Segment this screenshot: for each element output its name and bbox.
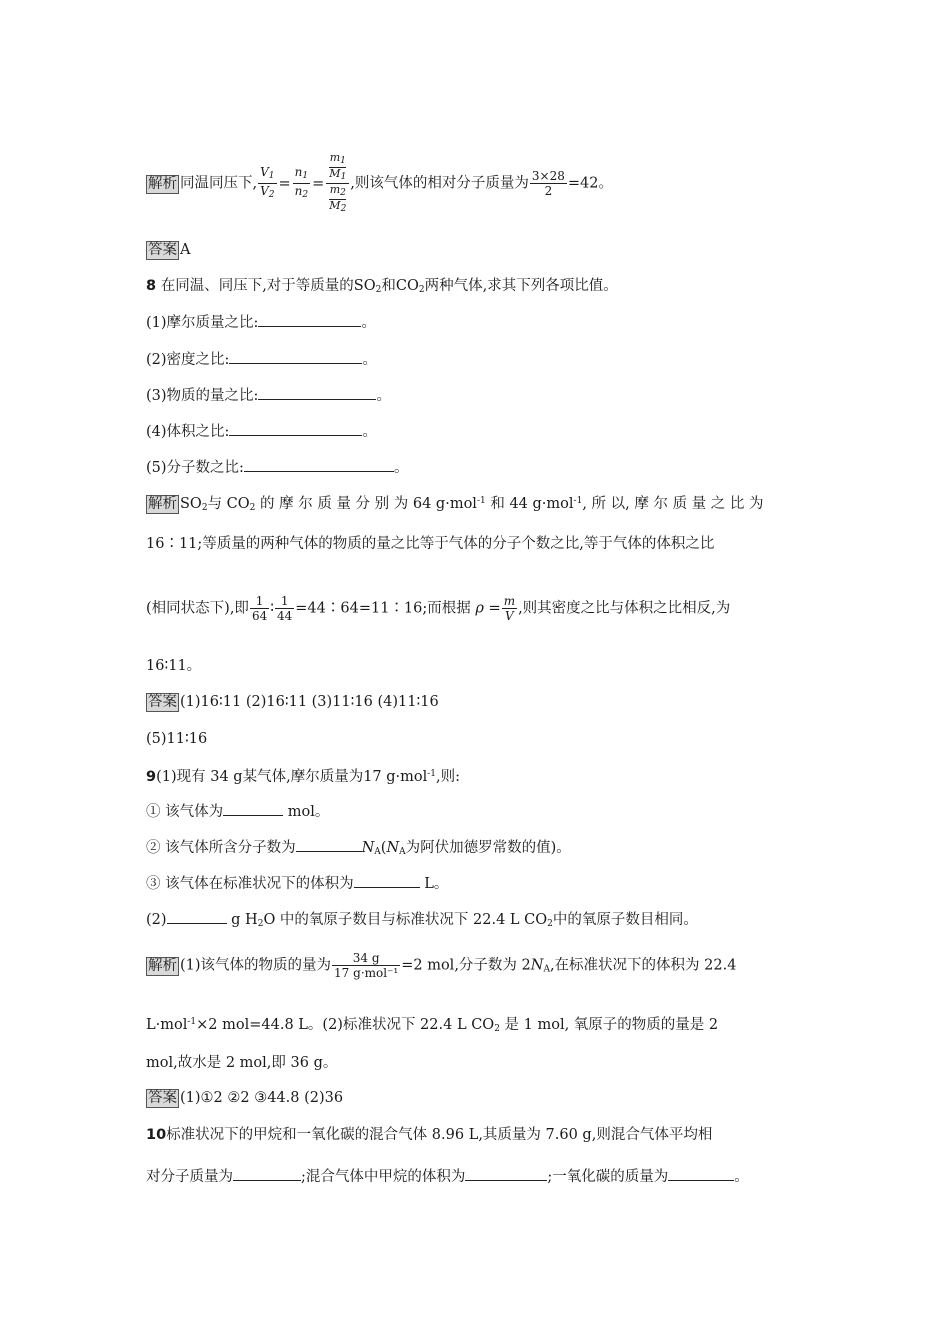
m-over-m-fraction: $\frac{\frac{m_1}{M_1}}{\frac{m_2}{M_2}}$ bbox=[326, 152, 349, 215]
q8-analysis-line4: 16∶11。 bbox=[146, 658, 202, 674]
answer-tag: 答案 bbox=[148, 694, 177, 710]
q9-analysis-line2: L·mol$^{-1}$×2 mol=44.8 L。(2)标准状况下 22.4 L $CO_2$ 是 1 mol, 氧原子的物质的量是 2 bbox=[146, 1017, 719, 1034]
q9-stem: 9(1)现有 34 g某气体,摩尔质量为17 g·mol$^{-1}$,则: bbox=[146, 769, 461, 785]
q7-analysis-prefix: 同温同压下, bbox=[180, 175, 258, 192]
q7-analysis: 解析 同温同压下, $\frac{V_1}{V_2}$ = $\frac{n_1}{n_2}$ = $\frac{\frac{m_1}{M_1}}{\frac{m_2}{M_2}}$ ,则该气体的相对分子质量为 $\frac{3\times 28}{2}$ =42。 bbox=[148, 151, 613, 214]
v-ratio-fraction: $\frac{V_1}{V_2}$ bbox=[260, 165, 275, 200]
n-ratio-fraction: $\frac{n_1}{n_2}$ bbox=[294, 165, 309, 200]
q7-answer-value: A bbox=[180, 242, 191, 258]
q8-item-2: (2)密度之比: 。 bbox=[146, 349, 377, 370]
q8-item-4: (4)体积之比: 。 bbox=[146, 421, 377, 442]
q9-item-3: ③ 该气体在标准状况下的体积为 L。 bbox=[146, 873, 448, 894]
q8-analysis-line3: (相同状态下),即 $\frac{1}{64}$ ∶ $\frac{1}{44}$ =44∶64=11∶16;而根据 ρ = $\frac{m}{V}$ ,则其密度之比与体积之比相反,为 bbox=[146, 594, 731, 623]
q9-analysis-line1: 解析 (1)该气体的物质的量为 $\frac{34 g}{\text{17 g·mol⁻¹}}$ =2 mol,分子数为 $2N_A$,在标准状况下的体积为 22.4 bbox=[148, 951, 737, 980]
q8-stem: 8 在同温、同压下,对于等质量的$SO_2$和$CO_2$两种气体,求其下列各项比值。 bbox=[146, 278, 618, 295]
q9-item-2: ② 该气体所含分子数为 $N_A(N_A$为阿伏加德罗常数的值)。 bbox=[146, 837, 571, 862]
q9-item-1: ① 该气体为 mol。 bbox=[146, 801, 329, 822]
q7-answer bbox=[146, 240, 190, 260]
analysis-tag: 解析 bbox=[148, 175, 177, 192]
q9-number: 9 bbox=[146, 769, 157, 785]
q8-item-1: (1)摩尔质量之比: 。 bbox=[146, 312, 376, 333]
q10-number: 10 bbox=[146, 1127, 167, 1143]
q10-line2: 对分子质量为 ;混合气体中甲烷的体积为 ;一氧化碳的质量为 。 bbox=[146, 1166, 749, 1187]
one-over-64-fraction: $\frac{1}{64}$ bbox=[251, 594, 268, 623]
answer-tag: 答案 bbox=[148, 1090, 177, 1106]
q8-analysis-line1: 解析 $SO_2$与 $CO_2$ 的 摩 尔 质 量 分 别 为 64 g·mol$^{-1}$ 和 44 g·mol$^{-1}$, 所 以, 摩 尔 质 量 之 比 为 bbox=[148, 496, 764, 513]
q8-analysis-line2: 16∶11;等质量的两种气体的物质的量之比等于气体的分子个数之比,等于气体的体积之比 bbox=[146, 536, 715, 552]
analysis-tag: 解析 bbox=[148, 957, 177, 974]
moles-fraction: $\frac{34 g}{\text{17 g·mol⁻¹}}$ bbox=[334, 951, 399, 980]
q7-analysis-result: =42。 bbox=[567, 175, 613, 192]
q8-number: 8 bbox=[146, 278, 157, 294]
q8-item-5: (5)分子数之比: 。 bbox=[146, 457, 408, 478]
analysis-tag: 解析 bbox=[148, 496, 177, 512]
density-formula-fraction: $\frac{m}{V}$ bbox=[503, 594, 516, 623]
q8-answer-line1: 答案 (1)16∶11 (2)16∶11 (3)11∶16 (4)11∶16 bbox=[148, 694, 439, 710]
q9-part-2: (2) g $H_2O$ 中的氧原子数目与标准状况下 22.4 L $CO_2$中的氧原子数目相同。 bbox=[146, 909, 698, 934]
q9-answer: 答案 (1)①2 ②2 ③44.8 (2)36 bbox=[148, 1090, 344, 1106]
molar-mass-fraction: $\frac{3\times 28}{2}$ bbox=[531, 169, 565, 198]
q10-line1: 10标准状况下的甲烷和一氧化碳的混合气体 8.96 L,其质量为 7.60 g,则混合气体平均相 bbox=[146, 1127, 713, 1143]
q8-item-3: (3)物质的量之比: 。 bbox=[146, 385, 391, 406]
one-over-44-fraction: $\frac{1}{44}$ bbox=[277, 594, 293, 623]
q8-answer-line2: (5)11∶16 bbox=[146, 731, 208, 747]
q7-analysis-mid: ,则该气体的相对分子质量为 bbox=[350, 175, 529, 192]
q9-analysis-line3: mol,故水是 2 mol,即 36 g。 bbox=[146, 1055, 338, 1071]
answer-tag: 答案 bbox=[148, 242, 177, 258]
